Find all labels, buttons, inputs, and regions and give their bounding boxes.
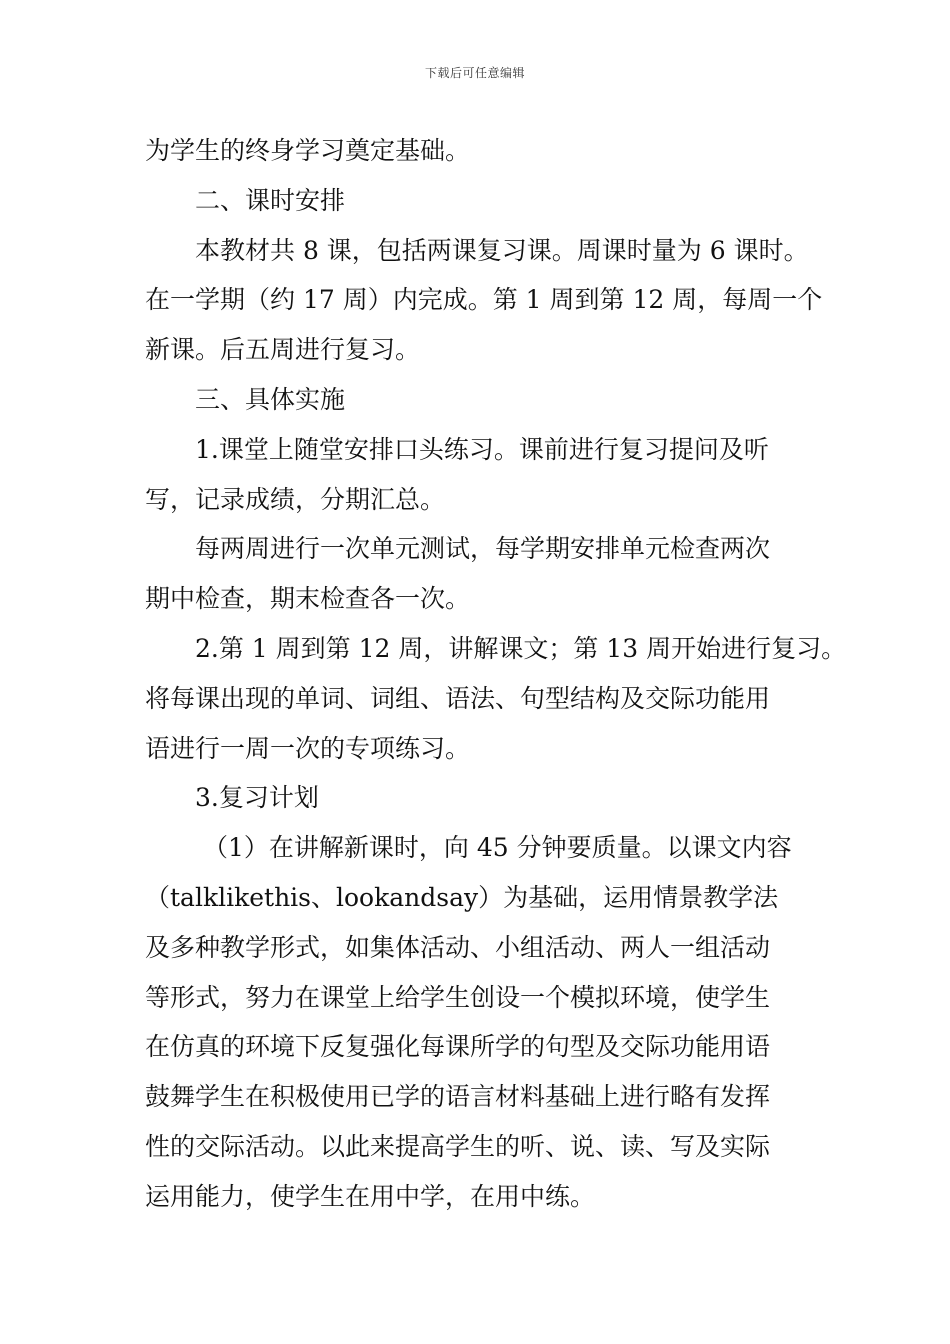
paragraph-line: （1）在讲解新课时，向 45 分钟要质量。以课文内容 [203, 833, 792, 863]
paragraph-line: 语进行一周一次的专项练习。 [145, 733, 471, 763]
paragraph-line: 及多种教学形式，如集体活动、小组活动、两人一组活动 [145, 932, 771, 962]
paragraph-line: 鼓舞学生在积极使用已学的语言材料基础上进行略有发挥 [145, 1082, 771, 1112]
paragraph-line: 每两周进行一次单元测试，每学期安排单元检查两次 [195, 534, 771, 564]
paragraph-line: 将每课出现的单词、词组、语法、句型结构及交际功能用 [145, 683, 771, 713]
paragraph-line: 性的交际活动。以此来提高学生的听、说、读、写及实际 [145, 1131, 771, 1161]
page-header: 下载后可任意编辑 [424, 66, 525, 80]
paragraph-line: 写，记录成绩，分期汇总。 [145, 484, 446, 514]
paragraph-line: 新课。后五周进行复习。 [145, 335, 421, 365]
paragraph-line: 本教材共 8 课，包括两课复习课。周课时量为 6 课时。 [195, 235, 809, 265]
section-heading: 三、具体实施 [195, 384, 346, 414]
section-heading: 二、课时安排 [195, 185, 346, 215]
paragraph-line: 在仿真的环境下反复强化每课所学的句型及交际功能用语 [145, 1032, 771, 1062]
paragraph-line: 为学生的终身学习奠定基础。 [145, 136, 471, 165]
paragraph-line: 1.课堂上随堂安排口头练习。课前进行复习提问及听 [195, 434, 769, 464]
paragraph-line: 等形式，努力在课堂上给学生创设一个模拟环境，使学生 [145, 982, 771, 1012]
paragraph-line: 期中检查，期末检查各一次。 [145, 584, 471, 614]
paragraph-line: （talklikethis、lookandsay）为基础，运用情景教学法 [145, 882, 779, 912]
paragraph-line: 运用能力，使学生在用中学，在用中练。 [145, 1181, 596, 1211]
paragraph-line: 在一学期（约 17 周）内完成。第 1 周到第 12 周，每周一个 [145, 285, 823, 315]
paragraph-line: 2.第 1 周到第 12 周，讲解课文；第 13 周开始进行复习。 [195, 633, 847, 663]
document-body [145, 126, 847, 1222]
section-heading: 3.复习计划 [195, 783, 319, 813]
